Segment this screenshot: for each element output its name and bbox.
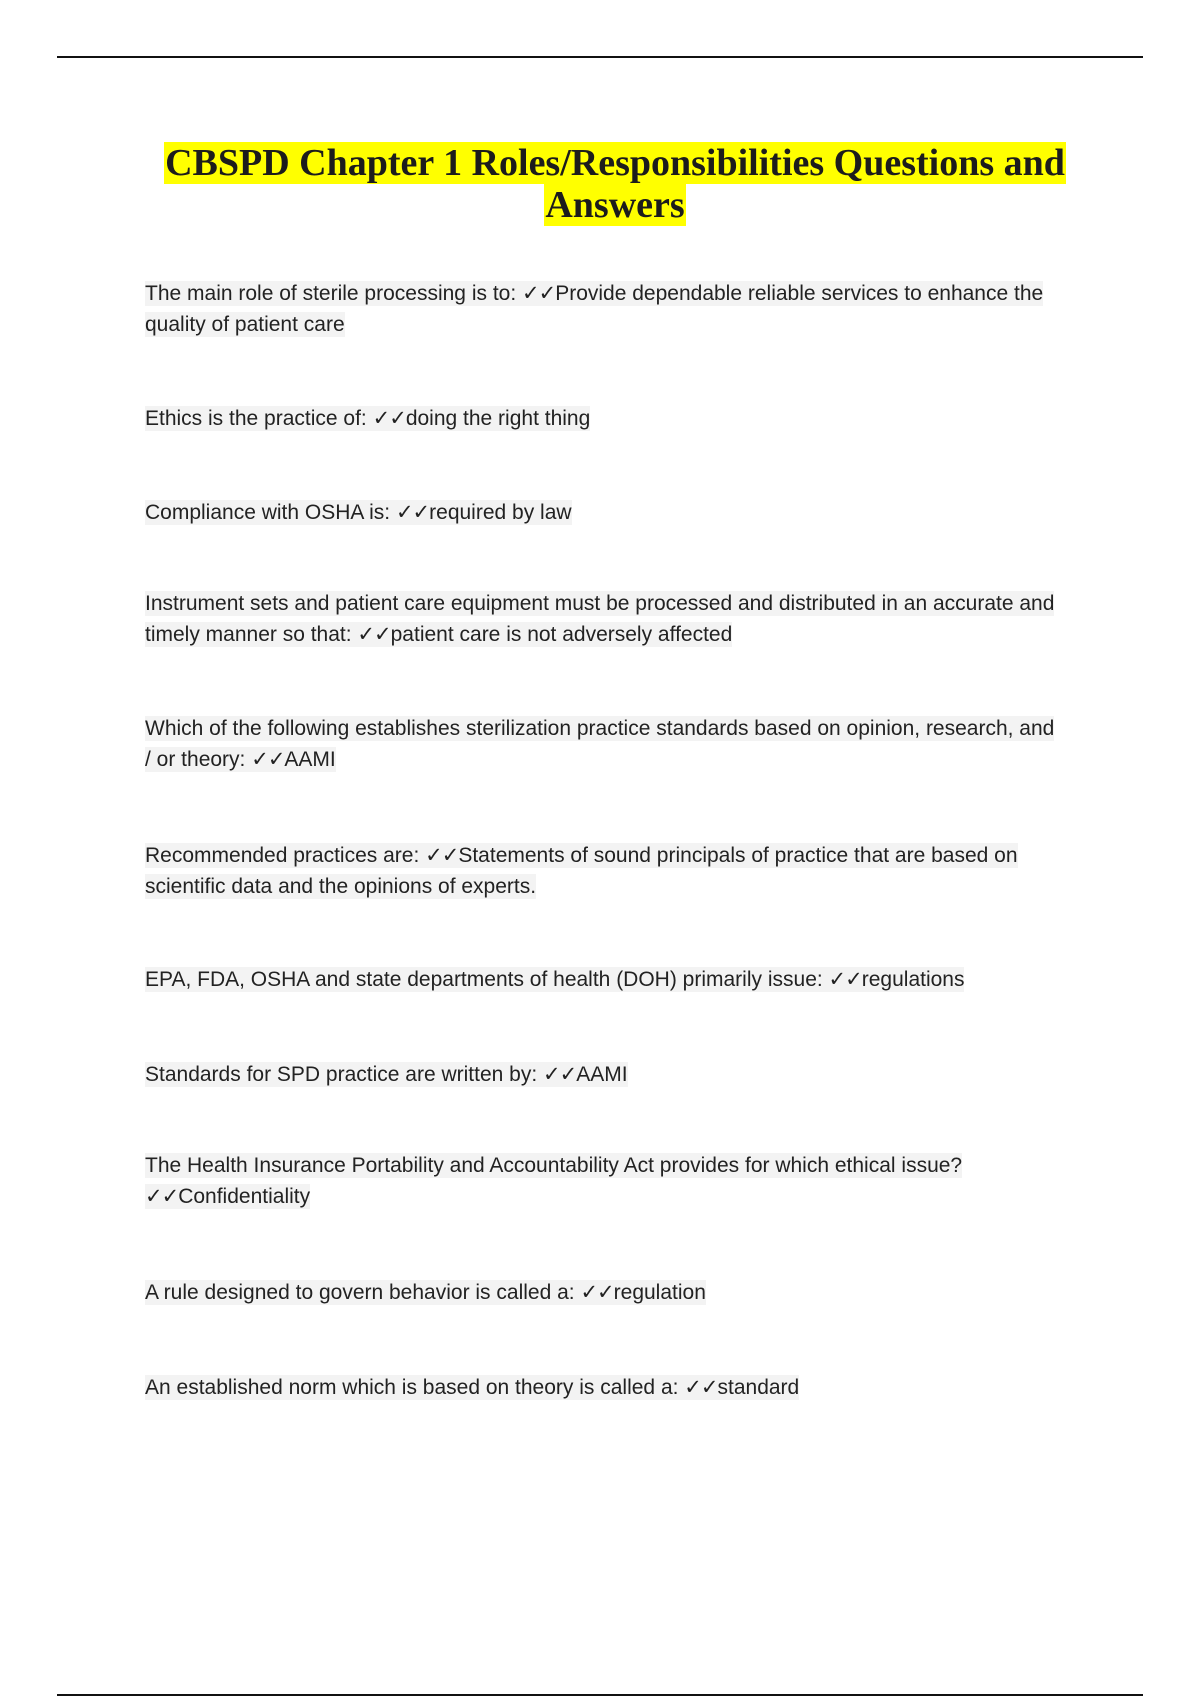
qa-item: [145, 1150, 1065, 1212]
qa-item: [145, 713, 1065, 775]
double-check-icon: ✓✓: [251, 748, 285, 771]
answer-text: required by law: [429, 501, 572, 524]
question-text: Instrument sets and patient care equipment must be processed and distributed in an accurate and timely manner so that:: [145, 592, 1055, 646]
qa-item: [145, 964, 1065, 995]
question-text: A rule designed to govern behavior is called a:: [145, 1281, 581, 1304]
question-text: EPA, FDA, OSHA and state departments of health (DOH) primarily issue:: [145, 968, 829, 991]
answer-text: AAMI: [284, 748, 336, 771]
answer-text: Statements of sound principals of practice that are based on scientific data and the opinions of experts.: [145, 844, 1018, 898]
double-check-icon: ✓✓: [828, 968, 862, 991]
question-text: Recommended practices are:: [145, 844, 426, 867]
answer-text: standard: [717, 1376, 800, 1399]
question-text: An established norm which is based on theory is called a:: [145, 1376, 685, 1399]
question-text: Ethics is the practice of:: [145, 407, 373, 430]
double-check-icon: ✓✓: [145, 1185, 179, 1208]
qa-item: [145, 278, 1065, 340]
footer-rule: [57, 1694, 1143, 1696]
double-check-icon: ✓✓: [522, 282, 556, 305]
qa-item: [145, 840, 1065, 902]
answer-text: Provide dependable reliable services to enhance the quality of patient care: [145, 282, 1044, 336]
header-rule: [57, 56, 1143, 58]
answer-text: Confidentiality: [178, 1185, 311, 1208]
question-text: The Health Insurance Portability and Accountability Act provides for which ethical issue?: [145, 1154, 963, 1177]
document-title-highlight: CBSPD Chapter 1 Roles/Responsibilities Questions and Answers: [165, 142, 1065, 226]
double-check-icon: ✓✓: [543, 1063, 577, 1086]
question-text: Compliance with OSHA is:: [145, 501, 396, 524]
question-text: The main role of sterile processing is to:: [145, 282, 522, 305]
qa-item: [145, 1372, 1065, 1403]
answer-text: regulations: [861, 968, 965, 991]
question-text: Standards for SPD practice are written by:: [145, 1063, 544, 1086]
double-check-icon: ✓✓: [580, 1281, 614, 1304]
double-check-icon: ✓✓: [357, 623, 391, 646]
qa-item: [145, 1059, 1065, 1090]
double-check-icon: ✓✓: [684, 1376, 718, 1399]
qa-item: [145, 497, 1065, 528]
question-text: Which of the following establishes sterilization practice standards based on opinion, research, and / or theory:: [145, 717, 1055, 771]
answer-text: regulation: [613, 1281, 706, 1304]
answer-text: AAMI: [576, 1063, 628, 1086]
answer-text: doing the right thing: [405, 407, 591, 430]
qa-item: [145, 403, 1065, 434]
double-check-icon: ✓✓: [425, 844, 459, 867]
document-title: [140, 142, 1090, 226]
qa-item: [145, 1277, 1065, 1308]
qa-item: [145, 588, 1065, 650]
answer-text: patient care is not adversely affected: [390, 623, 733, 646]
double-check-icon: ✓✓: [372, 407, 406, 430]
double-check-icon: ✓✓: [395, 501, 430, 524]
